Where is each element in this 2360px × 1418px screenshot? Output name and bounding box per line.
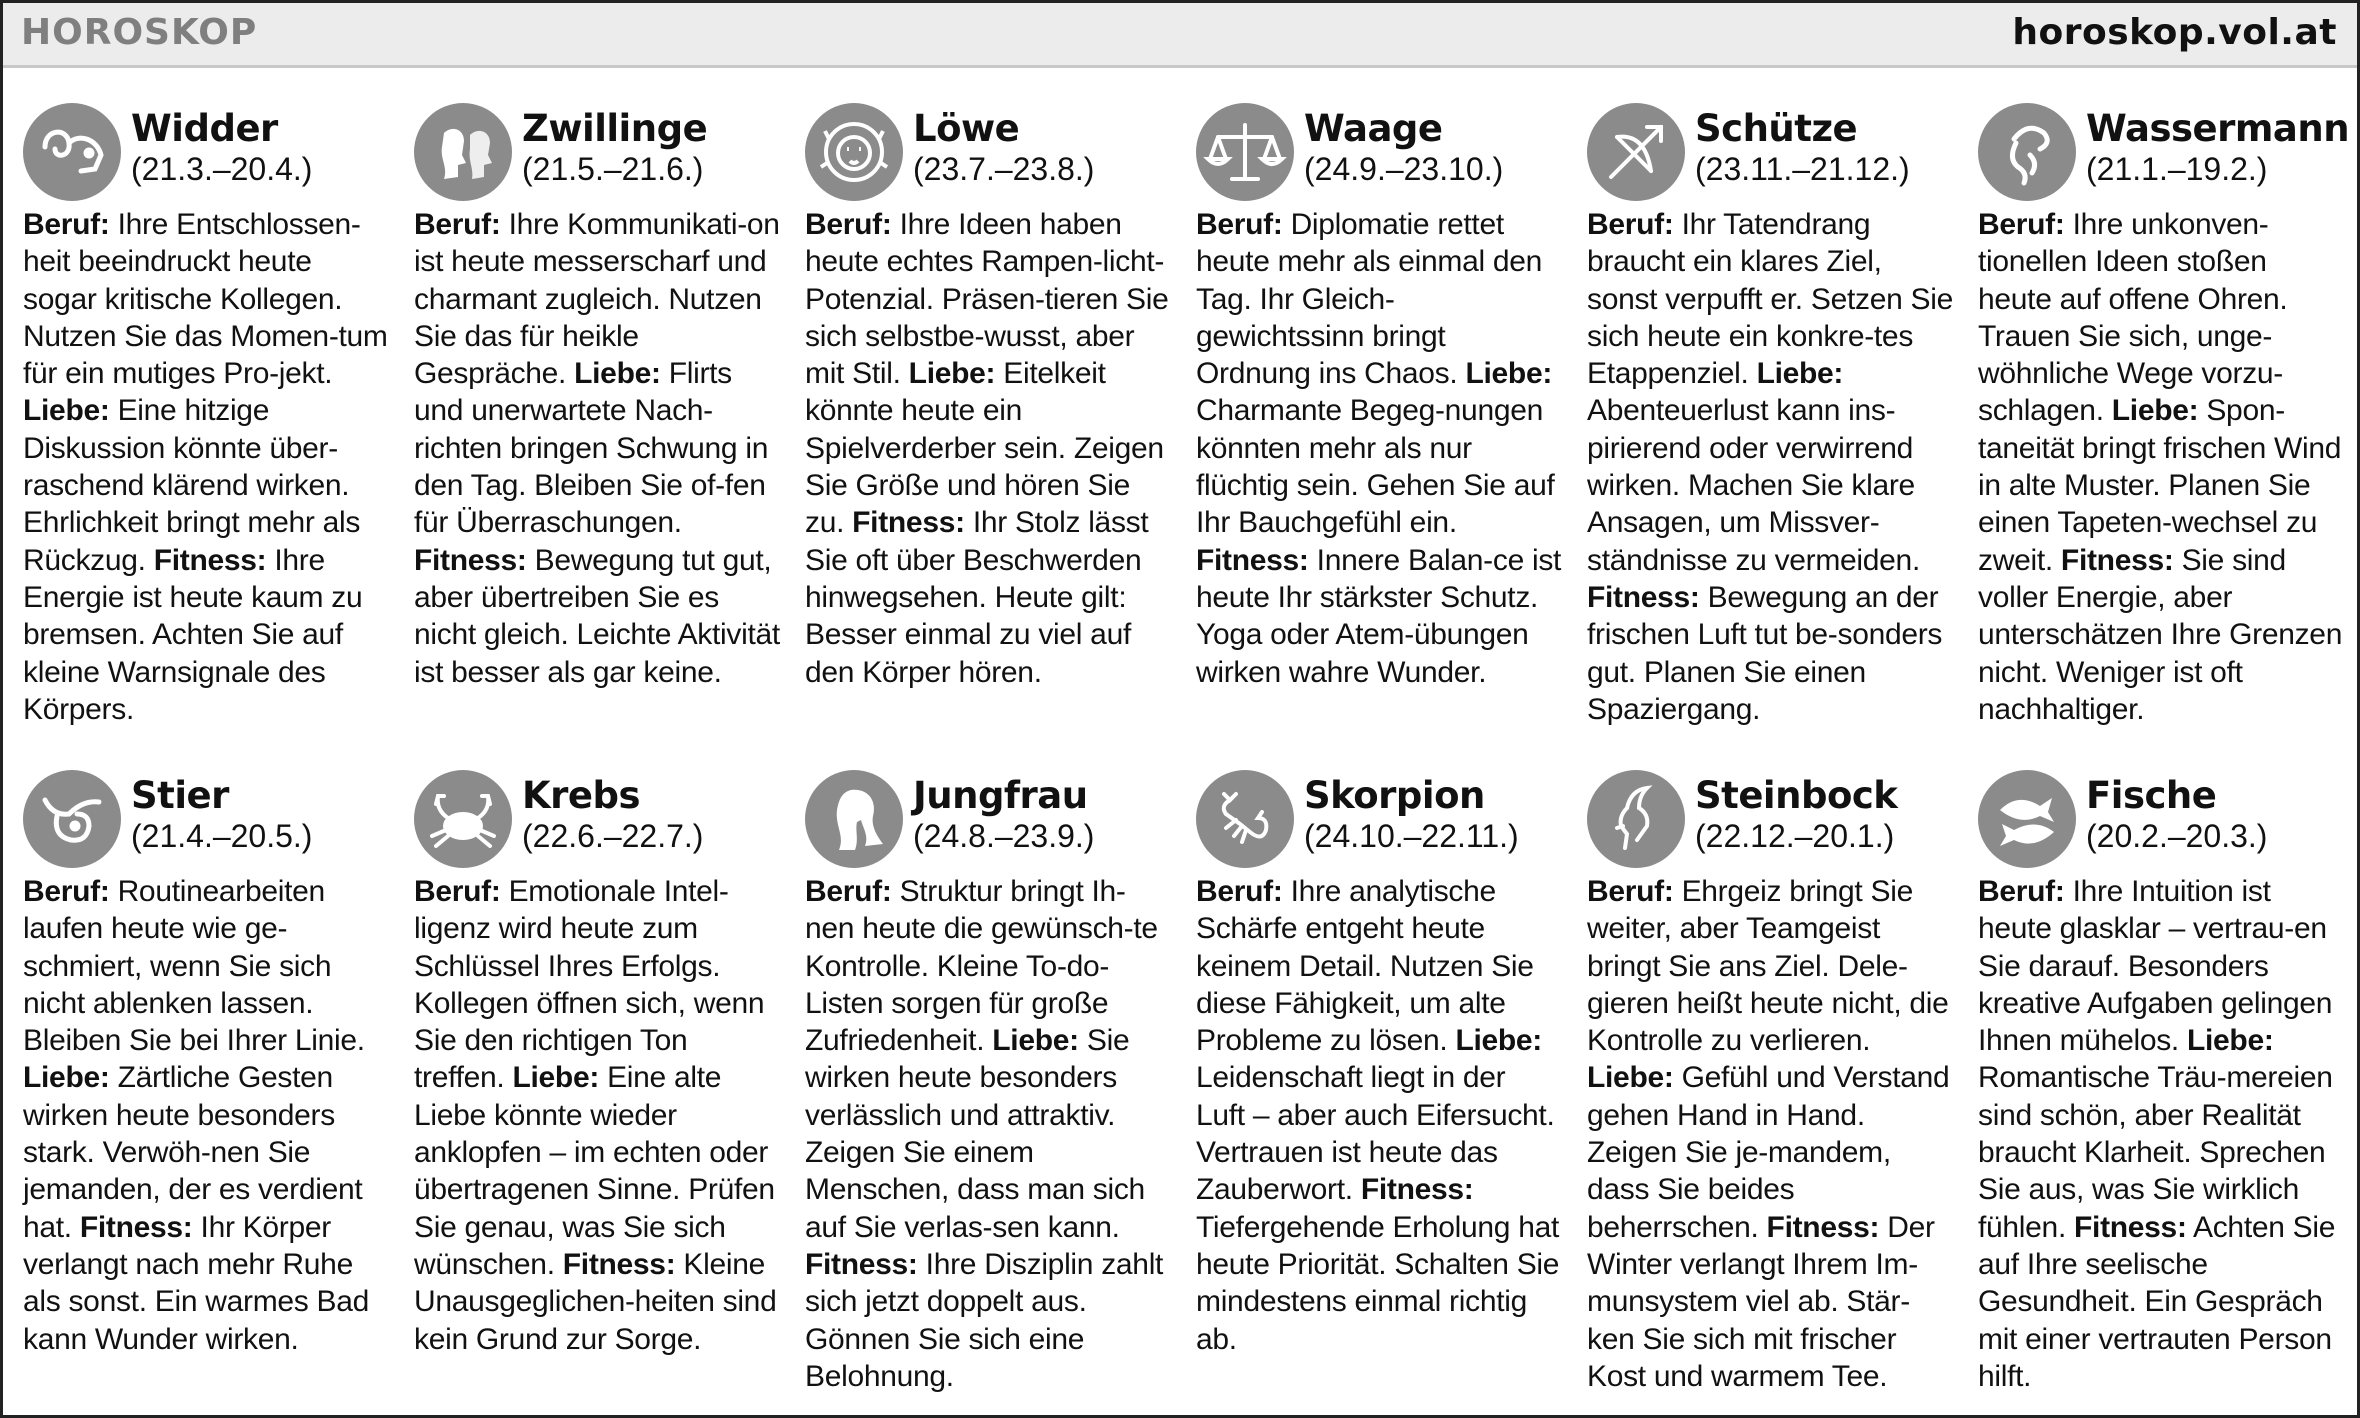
sign-text <box>1978 206 2344 728</box>
sign-text <box>1587 873 1953 1395</box>
sign-skorpion <box>1196 770 1568 1410</box>
label-liebe: Liebe: <box>1587 1061 1674 1095</box>
sign-text <box>1587 206 1953 728</box>
text-fitness: Achten Sie auf Ihre seelische Gesundheit. Ein Gespräch mit einer vertrauten Person hilft. <box>1978 1210 2336 1393</box>
sign-widder <box>23 103 395 726</box>
sign-schuetze <box>1587 103 1959 726</box>
text-fitness: Der Winter verlangt Ihrem Im-munsystem viel ab. Stär-ken Sie sich mit frischer Kost und warmem Tee. <box>1587 1210 1935 1393</box>
sign-dates: (20.2.–20.3.) <box>2086 818 2268 854</box>
capricorn-goat-icon <box>1587 770 1685 868</box>
text-beruf: Ehrgeiz bringt Sie weiter, aber Teamgeist bringt Sie ans Ziel. Dele-gieren heißt heute nicht, die Kontrolle zu verlieren. <box>1587 875 1949 1058</box>
header-bar <box>3 3 2357 68</box>
sign-dates: (22.6.–22.7.) <box>522 818 704 854</box>
sign-zwillinge <box>414 103 786 723</box>
text-fitness: Kleine Unausgeglichen-heiten sind kein Grund zur Sorge. <box>414 1247 777 1356</box>
sign-text <box>414 206 780 691</box>
cancer-crab-icon <box>414 770 512 868</box>
sign-text <box>1978 873 2344 1395</box>
sign-name: Wassermann <box>2086 107 2350 150</box>
sign-name: Fische <box>2086 774 2217 817</box>
label-beruf: Beruf: <box>1587 208 1674 241</box>
sign-text <box>1196 206 1562 691</box>
sign-dates: (24.9.–23.10.) <box>1304 151 1504 187</box>
sign-dates: (24.8.–23.9.) <box>913 818 1095 854</box>
text-fitness: Bewegung tut gut, aber übertreiben Sie es nicht gleich. Leichte Aktivität ist besser als gar keine. <box>414 543 780 689</box>
label-fitness: Fitness: <box>852 506 965 540</box>
sign-dates: (24.10.–22.11.) <box>1304 818 1519 854</box>
text-beruf: Ihre Ideen haben heute echtes Rampen-licht-Potenzial. Präsen-tieren Sie sich selbstbe-wusst, aber mit Stil. <box>805 208 1169 391</box>
label-fitness: Fitness: <box>153 543 267 577</box>
text-beruf: Routinearbeiten laufen heute wie ge-schmiert, wenn Sie sich nicht ablenken lassen. Bleiben Sie bei Ihrer Linie. <box>23 875 365 1058</box>
sign-jungfrau <box>805 770 1177 1410</box>
sign-dates: (23.11.–21.12.) <box>1695 151 1910 187</box>
text-fitness: Innere Balan-ce ist heute Ihr stärkster Schutz. Yoga oder Atem-übungen wirken wahre Wunder. <box>1196 543 1562 689</box>
sign-fische <box>1978 770 2350 1410</box>
virgo-maiden-icon <box>805 770 903 868</box>
leo-lion-icon <box>805 103 903 201</box>
page-title: HOROSKOP <box>21 12 258 53</box>
text-beruf: Struktur bringt Ih-nen heute die gewünsch-te Kontrolle. Kleine To-do-Listen sorgen für große Zufriedenheit. <box>805 875 1158 1058</box>
text-liebe: Spon-taneität bringt frischen Wind in alte Muster. Planen Sie einen Tapeten-wechsel zu zweit. <box>1978 394 2342 577</box>
label-beruf: Beruf: <box>1196 208 1283 241</box>
text-liebe: Eitelkeit könnte heute ein Spielverderber sein. Zeigen Sie Größe und hören Sie zu. <box>805 357 1164 540</box>
label-beruf: Beruf: <box>1978 875 2065 908</box>
text-liebe: Eine hitzige Diskussion könnte über-raschend klärend wirken. Ehrlichkeit bringt mehr als Rückzug. <box>23 394 361 577</box>
sign-text <box>805 206 1171 691</box>
label-beruf: Beruf: <box>23 208 110 241</box>
text-liebe: Zärtliche Gesten wirken heute besonders stark. Verwöh-nen Sie jemanden, der es verdient hat. <box>23 1061 363 1244</box>
text-liebe: Romantische Träu-mereien sind schön, aber Realität braucht Klarheit. Sprechen Sie aus, was Sie wirklich fühlen. <box>1978 1061 2333 1244</box>
gemini-twins-icon <box>414 103 512 201</box>
sign-wassermann <box>1978 103 2350 726</box>
label-fitness: Fitness: <box>2060 543 2174 577</box>
sign-dates: (22.12.–20.1.) <box>1695 818 1895 854</box>
text-beruf: Ihre unkonven-tionellen Ideen stoßen heute auf offene Ohren. Trauen Sie sich, unge-wöhnliche Wege vorzu-schlagen. <box>1978 208 2288 428</box>
site-url[interactable]: horoskop.vol.at <box>2012 12 2337 53</box>
text-beruf: Ihre analytische Schärfe entgeht heute keinem Detail. Nutzen Sie diese Fähigkeit, um alte Probleme zu lösen. <box>1196 875 1534 1058</box>
label-fitness: Fitness: <box>1196 543 1309 577</box>
sign-name: Schütze <box>1695 107 1858 150</box>
sign-text <box>23 206 389 728</box>
sign-dates: (21.4.–20.5.) <box>131 818 313 854</box>
text-liebe: Charmante Begeg-nungen könnten mehr als nur flüchtig sein. Gehen Sie auf Ihr Bauchgefühl ein. <box>1196 394 1555 540</box>
sign-text <box>805 873 1171 1395</box>
sign-name: Krebs <box>522 774 641 817</box>
label-beruf: Beruf: <box>23 875 110 908</box>
sign-dates: (21.1.–19.2.) <box>2086 151 2268 187</box>
label-fitness: Fitness: <box>1587 580 1700 614</box>
sign-waage <box>1196 103 1568 723</box>
text-liebe: Sie wirken heute besonders verlässlich und attraktiv. Zeigen Sie einem Menschen, dass man sich auf Sie verlas-sen kann. <box>805 1024 1145 1244</box>
label-fitness: Fitness: <box>414 543 527 577</box>
libra-scales-icon <box>1196 103 1294 201</box>
sign-name: Skorpion <box>1304 774 1485 817</box>
text-fitness: Sie sind voller Energie, aber unterschätzen Ihre Grenzen nicht. Weniger ist oft nachhaltiger. <box>1978 543 2343 726</box>
taurus-bull-icon <box>23 770 121 868</box>
label-fitness: Fitness: <box>805 1247 918 1281</box>
sign-stier <box>23 770 395 1410</box>
label-beruf: Beruf: <box>414 875 501 908</box>
sign-text <box>1196 873 1562 1358</box>
label-fitness: Fitness: <box>562 1247 676 1281</box>
text-liebe: Leidenschaft liegt in der Luft – aber auch Eifersucht. Vertrauen ist heute das Zauberwort. <box>1196 1061 1555 1207</box>
text-beruf: Emotionale Intel-ligenz wird heute zum Schlüssel Ihres Erfolgs. Kollegen öffnen sich, wenn Sie den richtigen Ton treffen. <box>414 875 765 1095</box>
sign-name: Steinbock <box>1695 774 1898 817</box>
sign-name: Jungfrau <box>913 774 1088 817</box>
label-liebe: Liebe: <box>908 357 996 391</box>
label-beruf: Beruf: <box>414 208 501 241</box>
label-liebe: Liebe: <box>1465 357 1553 391</box>
sagittarius-bow-icon <box>1587 103 1685 201</box>
label-fitness: Fitness: <box>1360 1173 1474 1207</box>
label-liebe: Liebe: <box>23 1061 110 1095</box>
label-fitness: Fitness: <box>79 1210 193 1244</box>
label-beruf: Beruf: <box>1196 875 1283 908</box>
label-fitness: Fitness: <box>1766 1210 1880 1244</box>
label-liebe: Liebe: <box>992 1024 1079 1058</box>
sign-loewe <box>805 103 1177 723</box>
label-liebe: Liebe: <box>512 1061 600 1095</box>
text-liebe: Eine alte Liebe könnte wieder anklopfen – im echten oder übertragenen Sinne. Prüfen Sie genau, was Sie sich wünschen. <box>414 1061 775 1281</box>
text-beruf: Ihr Tatendrang braucht ein klares Ziel, sonst verpufft er. Setzen Sie sich heute ein konkre-tes Etappenziel. <box>1587 208 1953 391</box>
text-beruf: Ihre Entschlossen-heit beeindruckt heute sogar kritische Kollegen. Nutzen Sie das Momen-tum für ein mutiges Pro-jekt. <box>23 208 388 391</box>
text-liebe: Gefühl und Verstand gehen Hand in Hand. Zeigen Sie je-mandem, dass Sie beides beherrschen. <box>1587 1061 1950 1244</box>
label-liebe: Liebe: <box>1756 357 1844 391</box>
label-beruf: Beruf: <box>805 208 892 241</box>
label-beruf: Beruf: <box>1978 208 2065 241</box>
label-liebe: Liebe: <box>23 394 110 428</box>
label-fitness: Fitness: <box>2074 1210 2187 1244</box>
sign-name: Löwe <box>913 107 1020 150</box>
text-fitness: Bewegung an der frischen Luft tut be-sonders gut. Planen Sie einen Spaziergang. <box>1587 580 1943 726</box>
label-beruf: Beruf: <box>1587 875 1674 908</box>
text-fitness: Ihr Körper verlangt nach mehr Ruhe als sonst. Ein warmes Bad kann Wunder wirken. <box>23 1210 369 1356</box>
sign-dates: (23.7.–23.8.) <box>913 151 1095 187</box>
text-beruf: Ihre Kommunikati-on ist heute messerscharf und charmant zugleich. Nutzen Sie das für heikle Gespräche. <box>414 208 780 391</box>
text-beruf: Ihre Intuition ist heute glasklar – vertrau-en Sie darauf. Besonders kreative Aufgaben gelingen Ihnen mühelos. <box>1978 875 2333 1058</box>
text-fitness: Ihre Energie ist heute kaum zu bremsen. Achten Sie auf kleine Warnsignale des Körpers. <box>23 543 363 726</box>
sign-name: Waage <box>1304 107 1443 150</box>
sign-dates: (21.3.–20.4.) <box>131 151 313 187</box>
pisces-fish-icon <box>1978 770 2076 868</box>
sign-steinbock <box>1587 770 1959 1410</box>
sign-name: Widder <box>131 107 278 150</box>
text-liebe: Abenteuerlust kann ins-pirierend oder verwirrend wirken. Machen Sie klare Ansagen, um Missver-ständnisse zu vermeiden. <box>1587 394 1920 577</box>
sign-text <box>23 873 389 1358</box>
label-liebe: Liebe: <box>1455 1024 1542 1058</box>
label-liebe: Liebe: <box>574 357 661 391</box>
sign-name: Stier <box>131 774 229 817</box>
label-liebe: Liebe: <box>2186 1024 2274 1058</box>
text-fitness: Ihre Disziplin zahlt sich jetzt doppelt aus. Gönnen Sie sich eine Belohnung. <box>805 1247 1164 1393</box>
sign-krebs <box>414 770 786 1410</box>
aquarius-water-icon <box>1978 103 2076 201</box>
sign-text <box>414 873 780 1358</box>
aries-ram-icon <box>23 103 121 201</box>
text-fitness: Tiefergehende Erholung hat heute Priorität. Schalten Sie mindestens einmal richtig ab. <box>1196 1210 1560 1356</box>
sign-dates: (21.5.–21.6.) <box>522 151 704 187</box>
sign-name: Zwillinge <box>522 107 708 150</box>
label-beruf: Beruf: <box>805 875 892 908</box>
text-beruf: Diplomatie rettet heute mehr als einmal den Tag. Ihr Gleich-gewichtssinn bringt Ordnung ins Chaos. <box>1196 208 1543 391</box>
scorpio-scorpion-icon <box>1196 770 1294 868</box>
text-liebe: Flirts und unerwartete Nach-richten bringen Schwung in den Tag. Bleiben Sie of-fen für Überraschungen. <box>414 357 769 540</box>
label-liebe: Liebe: <box>2111 394 2199 428</box>
text-fitness: Ihr Stolz lässt Sie oft über Beschwerden hinwegsehen. Heute gilt: Besser einmal zu viel auf den Körper hören. <box>805 506 1149 689</box>
